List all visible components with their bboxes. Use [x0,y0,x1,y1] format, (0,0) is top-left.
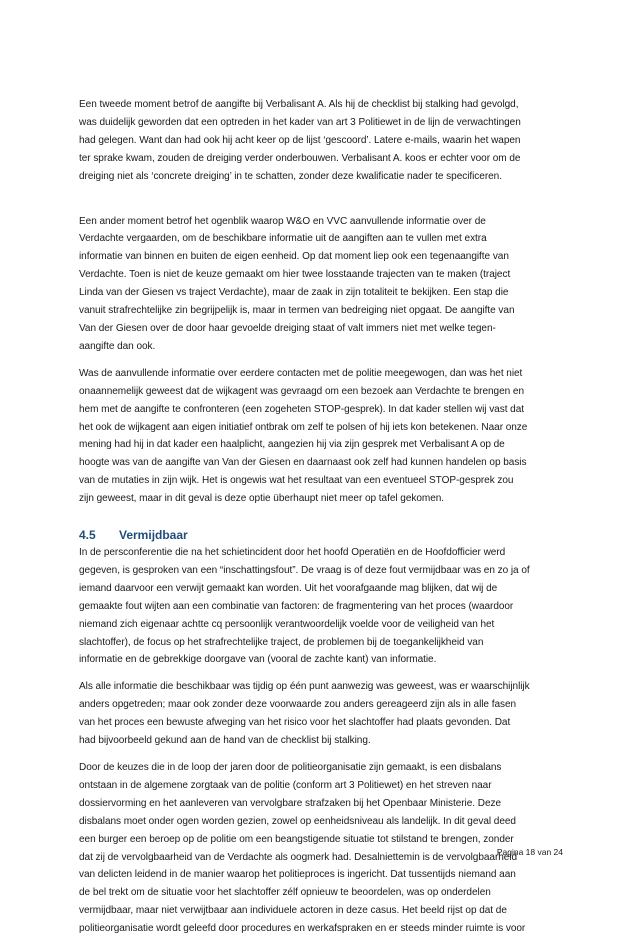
text-line: Door de keuzes die in de loop der jaren door de politieorganisatie zijn gemaakt, is een disbalans [79,762,502,773]
text-line: van de mutaties in zijn wijk. Het is ongewis wat het resultaat van een eventueel STOP-gesprek zou [79,475,514,487]
text-line: had gelegen. Want dan had ook hij acht keer op de lijst ‘gescoord’. Latere e-mails, waarin het wapen [79,134,521,146]
text-line: het ook de wijkagent aan eigen initiatief ontbrak om zelf te polsen of hij iets kon betekenen. Naar onze [79,421,528,433]
text-line: vermijdbaar, maar niet verwijtbaar aan individuele actoren in deze casus. Het beeld rijst op dat de [79,905,507,917]
text-line: dreiging niet als ‘concrete dreiging’ in te schatten, zonder deze kwalificatie nader te specificeren. [79,170,502,182]
paragraph-gap [79,186,565,204]
paragraph-second-moment [79,96,565,186]
paragraph-gap [79,669,565,678]
page-number: Pagina 18 van 24 [496,847,563,857]
text-line: Verdachte. Toen is niet de keuze gemaakt om hier twee losstaande trajecten van te maken (traject [79,269,511,281]
paragraph-gap [79,356,565,365]
page-content [79,96,565,938]
text-line: dat zij de vervolgbaarheid van de Verdachte als oogmerk had. Desalniettemin is de vervolgbaarheid [79,851,518,863]
section-title: Vermijdbaar [119,528,188,543]
section-number: 4.5 [79,528,96,543]
text-line: informatie en de gebrekkige doorgave van (vooral de zachte kant) van informatie. [79,654,437,666]
text-line: Een ander moment betrof het ogenblik waarop W&O en VVC aanvullende informatie over de [79,215,486,227]
text-line: politieorganisatie wordt geleefd door procedures en werkafspraken en er steeds minder ruimte is voor [79,923,526,935]
paragraph-other-moment [79,213,565,356]
text-line: onaannemelijk geweest dat de wijkagent was gevraagd om een bezoek aan Verdachte te brengen en [79,385,524,397]
text-line: Linda van der Giesen vs traject Verdachte), maar de zaak in zijn totaliteit te bekijken. Een stap die [79,287,509,299]
text-line: dossiervorming en het aanleveren van vervolgbare strafzaken bij het Openbaar Ministerie. Deze [79,797,502,809]
text-line: iemand daarvoor een verwijt gemaakt kan worden. Uit het voorafgaande mag blijken, dat wij de [79,582,498,594]
paragraph-gap [79,750,565,759]
text-line: ter sprake kwam, zouden de dreiging verder onderbouwen. Verbalisant A. koos er echter voor om de [79,152,521,164]
text-line: de bel trekt om de situatie voor het slachtoffer zélf opnieuw te beoordelen, was op onderdelen [79,887,491,899]
text-line: hem met de aangifte te confronteren (een zogeheten STOP-gesprek). In dat kader stellen wij vast dat [79,403,524,415]
text-line: ontstaan in de algemene zorgtaak van de politie (conform art 3 Politiewet) en het streven naar [79,779,492,791]
text-line: Van der Giesen over de door haar gevoelde dreiging staat of valt immers niet met welke tegen- [79,322,496,334]
paragraph-all-information [79,678,565,750]
text-line: Was de aanvullende informatie over eerdere contacten met de politie meegewogen, dan was het niet [79,367,523,379]
text-line: In de persconferentie die na het schietincident door het hoofd Operatiën en de Hoofdofficier werd [79,547,506,559]
text-line: vanuit strafrechtelijke zin begrijpelijk is, maar in termen van bedreiging niet opgaat. De aangifte van [79,305,515,317]
text-line: gemaakte fout wijten aan een combinatie van factoren: de fragmentering van het proces (waardoor [79,600,514,612]
paragraph-gap [79,204,565,213]
paragraph-press-conference [79,544,565,669]
text-line: Verdachte vergaarden, om de beschikbare informatie uit de aangiften aan te vullen met extra [79,233,487,245]
text-line: anders opgetreden; maar ook zonder deze voorwaarde zou anders gereageerd zijn als in alle fasen [79,699,517,711]
paragraph-additional-info [79,365,565,508]
text-line: zijn geweest, maar in dit geval is deze optie überhaupt niet meer op tafel gekomen. [79,493,445,505]
text-line: hoogte was van de aangifte van Van der Giesen en daarnaast ook zelf had kunnen handelen op basis [79,457,527,469]
text-line: Een tweede moment betrof de aangifte bij Verbalisant A. Als hij de checklist bij stalking had gevolgd, [79,99,519,110]
text-line: niemand zich eigenaar achtte cq persoonlijk verantwoordelijk voelde voor de veiligheid van het [79,618,495,630]
text-line: gegeven, is gesproken van een “inschattingsfout”. De vraag is of deze fout vermijdbaar was en zo ja of [79,564,530,576]
text-line: disbalans moet onder ogen worden gezien, zowel op eenheidsniveau als landelijk. In dit geval deed [79,815,516,827]
text-line: Als alle informatie die beschikbaar was tijdig op één punt aanwezig was geweest, was er waarschijnlijk [79,681,530,693]
text-line: mening had hij in dat kader een haalplicht, aangezien hij via zijn gesprek met Verbalisant A op de [79,439,505,451]
text-line: was duidelijk geworden dat een optreden in het kader van art 3 Politiewet in de lijn de verwachtingen [79,116,521,128]
text-line: een burger een beroep op de politie om een beangstigende situatie tot stilstand te brengen, zonder [79,833,514,845]
text-line: van delicten leidend in de manier waarop het politieproces is ingericht. Dat tussentijds niemand aan [79,869,516,881]
text-line: van het proces een bewuste afweging van het risico voor het slachtoffer had plaats gevonden. Dat [79,717,511,729]
section-gap [79,508,565,526]
text-line: informatie van binnen en buiten de eigen eenheid. Op dat moment liep ook een tegenaangifte van [79,251,509,263]
section-heading [79,526,565,544]
text-line: had bijvoorbeeld gekund aan de hand van de checklist bij stalking. [79,735,371,747]
text-line: aangifte dan ook. [79,340,156,352]
text-line: slachtoffer), de focus op het strafrechtelijke traject, de problemen bij de toegankelijkheid van [79,636,484,648]
